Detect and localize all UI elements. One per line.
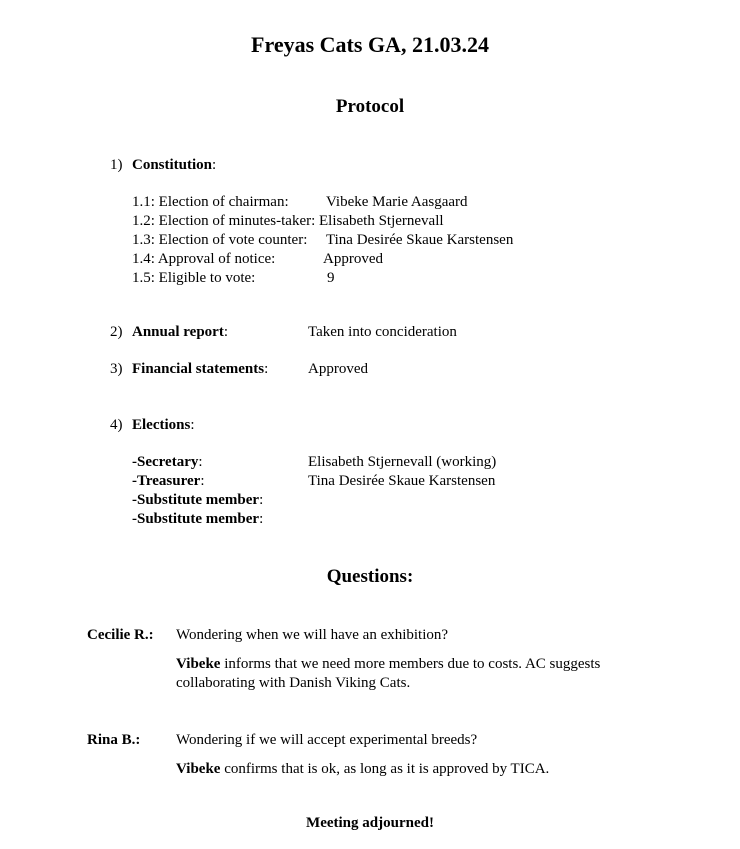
section-label: Annual report xyxy=(132,324,224,340)
section-number: 3) xyxy=(110,361,123,377)
section-number: 4) xyxy=(110,417,123,433)
section-label: Elections xyxy=(132,417,191,433)
protocol-heading: Protocol xyxy=(335,96,405,117)
response-text: confirms that is ok, as long as it is approved by TICA. xyxy=(220,761,550,777)
question-asker: Rina B.: xyxy=(87,732,141,748)
section-heading xyxy=(132,360,268,379)
section-label-colon: : xyxy=(212,157,217,173)
election-role-label: -Secretary xyxy=(132,454,199,470)
constitution-item-value: Tina Desirée Skaue Karstensen xyxy=(326,232,514,248)
constitution-item-value: Vibeke Marie Aasgaard xyxy=(326,194,468,210)
question-text: Wondering when we will have an exhibition? xyxy=(176,627,449,643)
section-number: 2) xyxy=(110,324,123,340)
election-role-colon: : xyxy=(259,492,264,508)
election-role-label: -Substitute member xyxy=(132,492,260,508)
constitution-item-value: 9 xyxy=(327,270,335,286)
section-label: Constitution xyxy=(132,157,213,173)
section-label-colon: : xyxy=(190,417,195,433)
responder-name: Vibeke xyxy=(176,761,221,777)
constitution-item-label: 1.4: Approval of notice: xyxy=(132,251,276,267)
section-label-colon: : xyxy=(264,361,269,377)
election-role xyxy=(132,472,205,491)
section-heading xyxy=(132,323,228,342)
election-role xyxy=(132,491,263,510)
election-role-colon: : xyxy=(198,454,203,470)
election-role-label: -Treasurer xyxy=(132,473,201,489)
responder-name: Vibeke xyxy=(176,656,221,672)
questions-heading: Questions: xyxy=(326,566,414,587)
constitution-item-value: Elisabeth Stjernevall xyxy=(319,213,444,229)
election-role-label: -Substitute member xyxy=(132,511,260,527)
constitution-item-value: Approved xyxy=(323,251,383,267)
meeting-adjourned: Meeting adjourned! xyxy=(306,815,434,831)
election-role-colon: : xyxy=(259,511,264,527)
document-title: Freyas Cats GA, 21.03.24 xyxy=(251,32,489,57)
election-role-value: Elisabeth Stjernevall (working) xyxy=(308,454,497,470)
constitution-item-label: 1.1: Election of chairman: xyxy=(132,194,289,210)
question-response xyxy=(176,655,616,693)
section-value: Approved xyxy=(308,361,368,377)
section-number: 1) xyxy=(110,157,123,173)
constitution-item-label: 1.5: Eligible to vote: xyxy=(132,270,256,286)
election-role xyxy=(132,510,263,529)
section-label: Financial statements xyxy=(132,361,265,377)
constitution-item-label: 1.2: Election of minutes-taker: xyxy=(132,213,316,229)
election-role-colon: : xyxy=(200,473,205,489)
section-value: Taken into concideration xyxy=(308,324,457,340)
section-heading xyxy=(132,156,216,175)
election-role xyxy=(132,453,203,472)
question-text: Wondering if we will accept experimental breeds? xyxy=(176,732,478,748)
response-text: informs that we need more members due to costs. AC suggests collaborating with Danish Viking Cats. xyxy=(176,656,601,691)
constitution-item-label: 1.3: Election of vote counter: xyxy=(132,232,308,248)
question-response xyxy=(176,760,616,779)
section-label-colon: : xyxy=(223,324,228,340)
section-heading xyxy=(132,416,195,435)
election-role-value: Tina Desirée Skaue Karstensen xyxy=(308,473,496,489)
question-asker: Cecilie R.: xyxy=(87,627,154,643)
